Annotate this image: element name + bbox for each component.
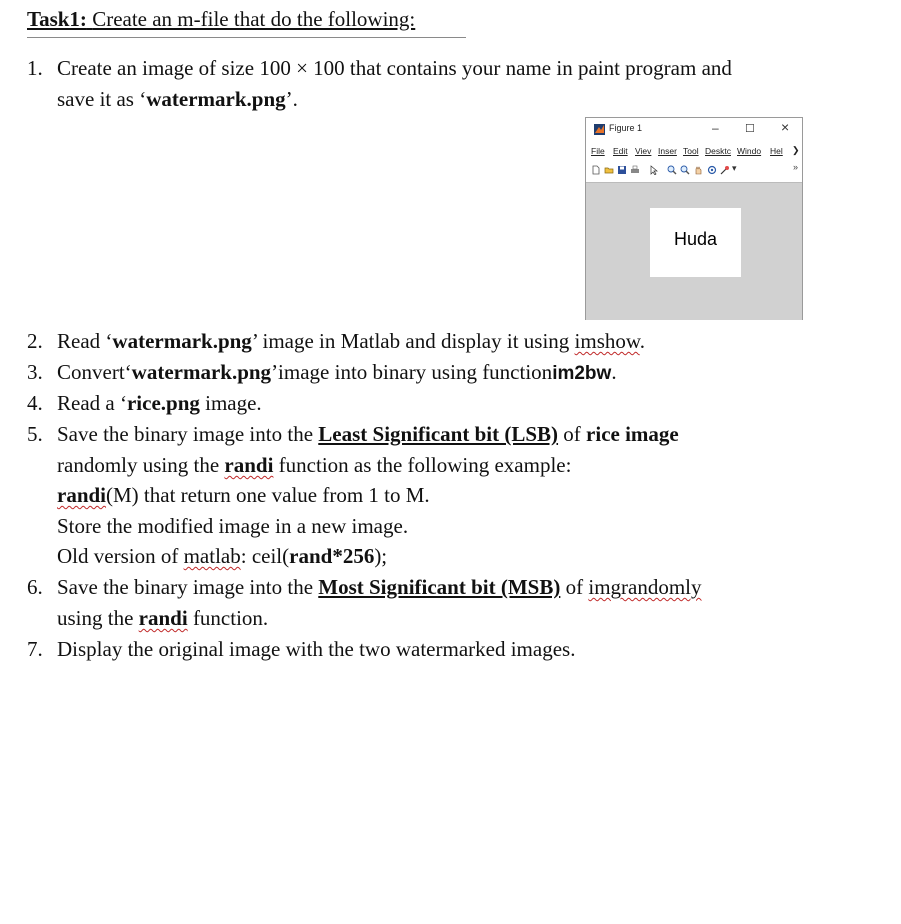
item-number: 3. (27, 360, 43, 384)
matlab-figure-window (585, 117, 803, 320)
item-number: 2. (27, 329, 43, 353)
watermark-name-text: Huda (673, 229, 718, 249)
item-number: 5. (27, 422, 43, 446)
figure-menubar (586, 143, 802, 159)
task-heading: Create an m-file that do the following: (92, 7, 416, 31)
pan-icon[interactable] (693, 165, 703, 175)
print-icon[interactable] (630, 165, 640, 175)
title-underline (27, 37, 466, 38)
zoom-out-icon[interactable] (680, 165, 690, 175)
figure-toolbar (586, 160, 802, 180)
minimize-button[interactable]: – (712, 121, 719, 135)
menu-view[interactable]: Viev (635, 146, 652, 156)
figure-title: Figure 1 (609, 123, 643, 133)
new-figure-icon[interactable] (591, 165, 601, 175)
task-title (27, 5, 415, 33)
figure-plot-area (586, 182, 802, 320)
zoom-in-icon[interactable] (667, 165, 677, 175)
menu-tools[interactable]: Tool (683, 146, 699, 156)
menu-overflow-icon[interactable]: ❯ (792, 145, 800, 155)
brush-dropdown-icon[interactable]: ▾ (732, 163, 737, 173)
item-number: 6. (27, 575, 43, 599)
edit-plot-icon[interactable] (649, 165, 659, 175)
watermark-image (650, 208, 741, 277)
rotate-3d-icon[interactable] (707, 165, 717, 175)
lsb-term: Least Significant bit (LSB) (318, 422, 559, 446)
menu-desktop[interactable]: Desktc (705, 146, 731, 156)
msb-term: Most Significant bit (MSB) (318, 575, 561, 599)
item-number: 7. (27, 637, 43, 661)
figure-titlebar (586, 118, 802, 142)
maximize-button[interactable]: ☐ (745, 123, 755, 135)
item-number: 4. (27, 391, 43, 415)
item-text: Create an image of size 100 × 100 that contains your name in paint program and (57, 56, 732, 80)
filename: watermark.png (146, 87, 286, 111)
menu-edit[interactable]: Edit (613, 146, 628, 156)
menu-window[interactable]: Windo (737, 146, 762, 156)
matlab-logo-icon (594, 124, 605, 135)
data-cursor-icon[interactable] (720, 165, 730, 175)
menu-help[interactable]: Hel (770, 146, 783, 156)
function-name: im2bw (552, 363, 612, 384)
task-label: Task1: (27, 7, 87, 31)
item-number: 1. (27, 56, 43, 80)
close-button[interactable]: × (781, 119, 790, 135)
save-icon[interactable] (617, 165, 627, 175)
menu-insert[interactable]: Inser (658, 146, 677, 156)
menu-file[interactable]: File (591, 146, 605, 156)
function-name: imshow (574, 329, 640, 353)
toolbar-overflow-icon[interactable]: » (793, 162, 799, 172)
open-file-icon[interactable] (604, 165, 614, 175)
